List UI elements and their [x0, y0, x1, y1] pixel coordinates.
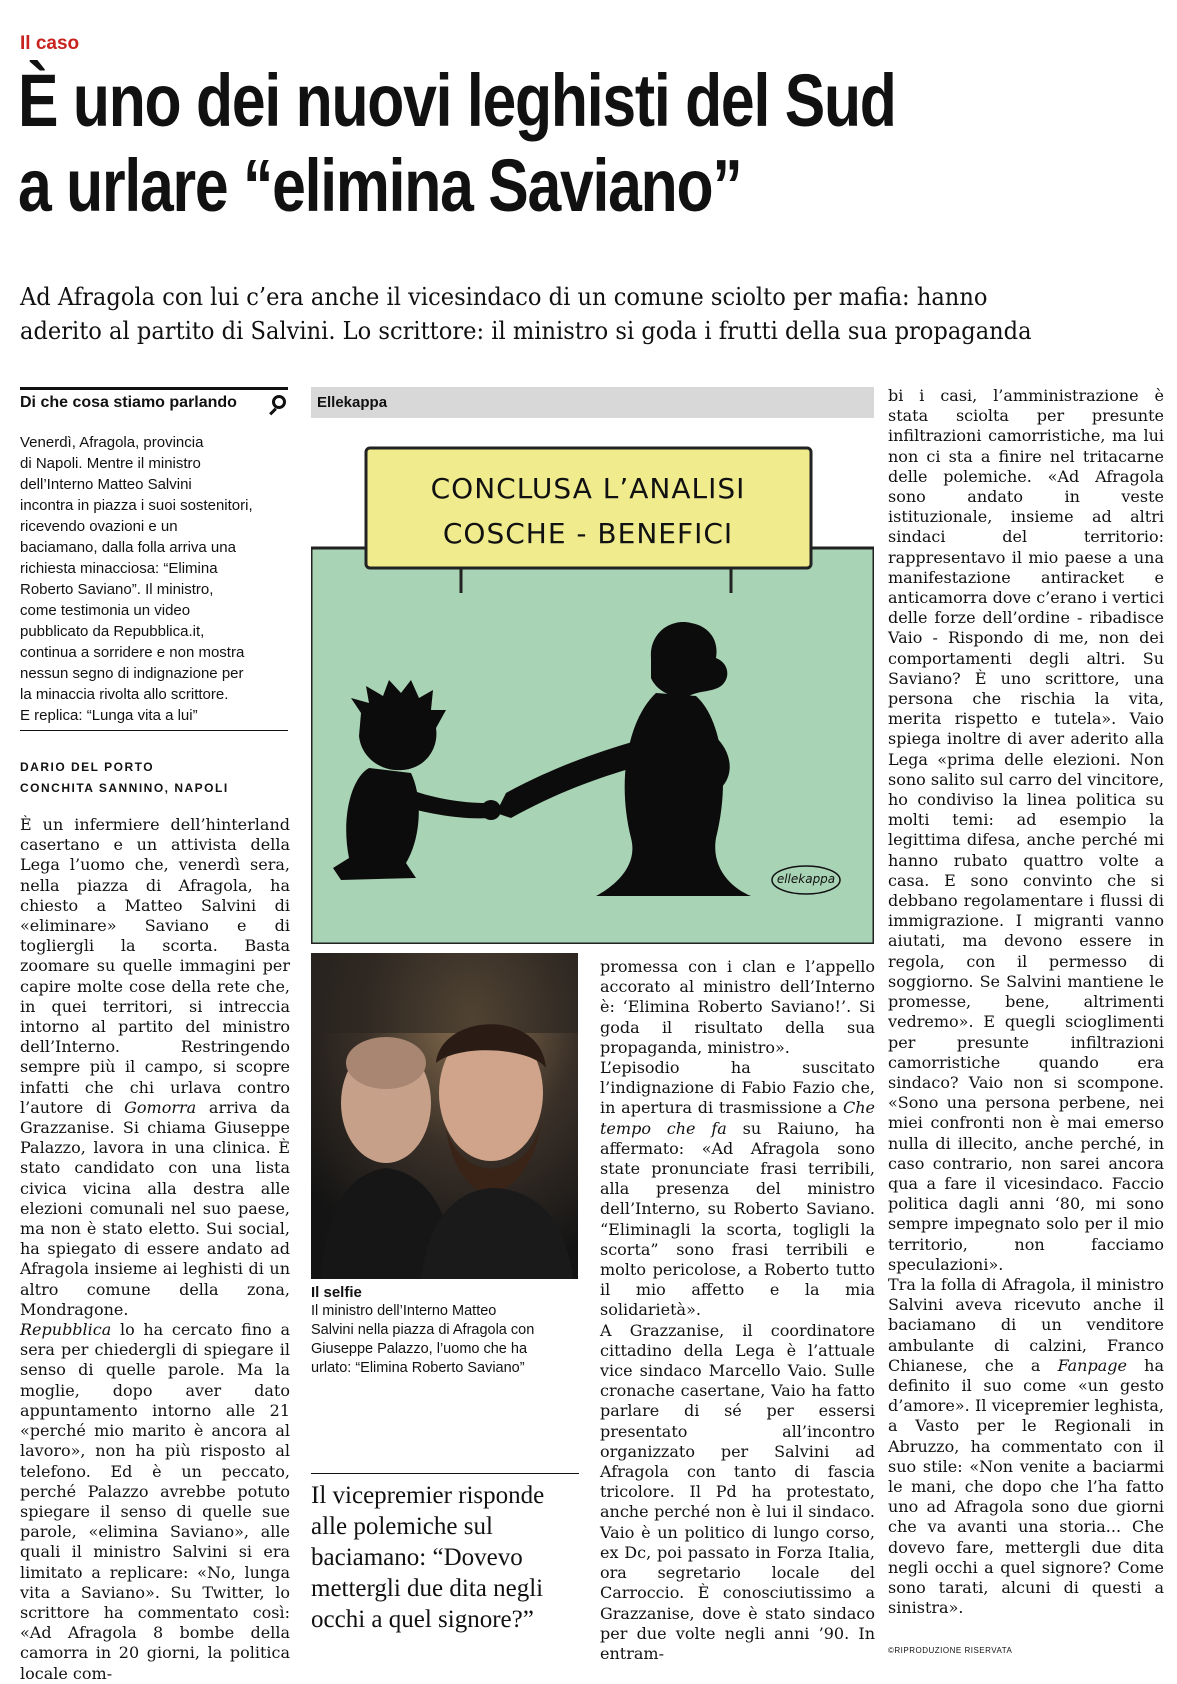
sidebar-line: la minaccia rivolta allo scrittore.: [20, 686, 229, 703]
deck: [20, 280, 1148, 348]
sidebar-title: [20, 387, 288, 412]
photo-caption-line: urlato: “Elimina Roberto Saviano”: [311, 1360, 525, 1376]
body-column-3: [600, 957, 875, 1664]
body-paragraph: Tra la folla di Afragola, il ministro Salvini aveva ricevuto anche il baciamano di un venditore ambulante di calzini, Franco Chianese, che a Fanpage ha definito il suo come «un gesto d’amore». Il vicepremier leghista, a Vasto per le Regionali in Abruzzo, ha commentato con il suo stile: «Non venite a baciarmi le mani, che dopo che l’ha fatto uno ad Afragola sono due giorni che va avanti una storia... Che dovevo fare, mettergli due dita negli occhi a quel signore? Come sono tarati, alcuni di questi a sinistra».: [888, 1274, 1164, 1618]
sidebar-title-text: Di che cosa stiamo parlando: [20, 394, 237, 411]
body-paragraph: promessa con i clan e l’appello accorato al ministro dell’Interno è: ‘Elimina Roberto Saviano!’. Si goda il risultato della sua propaganda, ministro».: [600, 957, 875, 1057]
kicker-label: Il caso: [20, 33, 80, 54]
body-paragraph: È un infermiere dell’hinterland casertano e un attivista della Lega l’uomo che, venerdì sera, nella piazza di Afragola, ha chiesto a Matteo Salvini di «eliminare» Saviano e di togliergli la scorta. Basta zoomare su quelle immagini per capire molte cose della rete che, in quei territori, si intreccia intorno al partito del ministro dell’Interno. Restringendo sempre più il campo, si scopre infatti che chi urlava contro l’autore di Gomorra arriva da Grazzanise. Si chiama Giuseppe Palazzo, lavora in una clinica. È stato candidato con una lista civica vicina alla destra alle elezioni comunali nel suo paese, ma non è stato eletto. Sui social, ha spiegato di essere andato ad Afragola insieme ai leghisti di un altro comune della zona, Mondragone.: [20, 815, 290, 1319]
body-column-4: [888, 386, 1164, 1618]
sidebar-line: E replica: “Lunga vita a lui”: [20, 707, 198, 724]
photo-caption-line: Il ministro dell’Interno Matteo: [311, 1303, 497, 1319]
selfie-photo: [311, 953, 578, 1279]
headline-line-1: È uno dei nuovi leghisti del Sud: [18, 59, 896, 142]
cartoon-caption-line-1: CONCLUSA L’ANALISI: [430, 472, 746, 505]
copyright-notice: ©RIPRODUZIONE RISERVATA: [888, 1646, 1013, 1655]
photo-caption-line: Giuseppe Palazzo, l’uomo che ha: [311, 1341, 528, 1357]
cartoon-signature: ellekappa: [776, 872, 836, 886]
photo-caption: [311, 1283, 581, 1378]
sidebar-line: Venerdì, Afragola, provincia: [20, 434, 204, 451]
sidebar-line: di Napoli. Mentre il ministro: [20, 455, 201, 472]
sidebar-line: richiesta minacciosa: “Elimina: [20, 560, 218, 577]
byline-author-1: DARIO DEL PORTO: [20, 760, 155, 774]
pullquote: Il vicepremier risponde alle polemiche sul baciamano: “Dovevo mettergli due dita negli occhi a quel signore?”: [311, 1482, 545, 1633]
headline-line-2: a urlare “elimina Saviano”: [18, 144, 742, 227]
sidebar-line: nessun segno di indignazione per: [20, 665, 244, 682]
sidebar-text: [20, 432, 290, 726]
photo-caption-line: Salvini nella piazza di Afragola con: [311, 1322, 535, 1338]
sidebar-line: baciamano, dalla folla arriva una: [20, 539, 236, 556]
magnifier-icon: [272, 395, 286, 409]
cartoon-caption-line-2: COSCHE - BENEFICI: [442, 517, 734, 550]
body-column-1: [20, 815, 290, 1684]
body-paragraph: A Grazzanise, il coordinatore cittadino della Lega è l’attuale vice sindaco Marcello Vaio. Sulle cronache casertane, Vaio ha fatto parlare di sé per essersi presentato all’incontro organizzato per Salvini ad Afragola con tanto di fascia tricolore. Il Pd ha protestato, anche perché non è lui il sindaco. Vaio è un politico di lungo corso, ex Dc, poi passato in Forza Italia, ora segretario locale del Carroccio. È conosciutissimo a Grazzanise, dove è stato sindaco per due volte negli anni ’90. In entram-: [600, 1320, 875, 1663]
deck-line-2: aderito al partito di Salvini. Lo scrittore: il ministro si goda i frutti della sua propaganda: [20, 317, 1032, 345]
deck-line-1: Ad Afragola con lui c’era anche il vicesindaco di un comune sciolto per mafia: hanno: [20, 283, 988, 311]
sidebar-line: come testimonia un video: [20, 602, 191, 619]
body-paragraph: Repubblica lo ha cercato fino a sera per chiedergli di spiegare il senso di quelle parole. Ma la moglie, dopo aver dato appuntamento intorno alle 21 «perché mio marito è ancora al lavoro», non ha più risposto al telefono. Ed è un peccato, perché Palazzo avrebbe potuto spiegare il senso di quelle sue parole, «elimina Saviano», alle quali il ministro Salvini si era limitato a replicare: «No, lunga vita a Saviano». Su Twitter, lo scrittore ha commentato così: «Ad Afragola 8 bombe della camorra in 20 giorni, la politica locale com-: [20, 1320, 290, 1683]
cartoon-illustration: [311, 418, 874, 944]
photo-caption-title: Il selfie: [311, 1284, 362, 1301]
body-paragraph: L’episodio ha suscitato l’indignazione di Fabio Fazio che, in apertura di trasmissione a Che tempo che fa su Raiuno, ha affermato: «Ad Afragola sono state pronunciate frasi terribili, alla presenza del ministro dell’Interno, su Roberto Saviano. “Eliminagli la scorta, togligli la scorta” sono frasi terribili e molto pericolose, a Roberto tutto il mio affetto e la mia solidarietà».: [600, 1058, 875, 1320]
sidebar-line: incontra in piazza i suoi sostenitori,: [20, 497, 253, 514]
pullquote-rule: [311, 1473, 579, 1474]
sidebar-divider: [20, 730, 288, 731]
body-paragraph: bi i casi, l’amministrazione è stata sciolta per presunte infiltrazioni camorristiche, ma lui non ci sta a finire nel tritacarne delle polemiche. «Ad Afragola sono andato in veste istituzionale, insieme ad altri sindaci del territorio: rappresentavo il mio paese a una manifestazione antiracket e anticamorra dove c’erano i vertici delle forze dell’ordine - ribadisce Vaio - Rispondo di me, non dei comportamenti degli altri. Su Saviano? È uno scrittore, una persona che rischia la vita, merita rispetto e tutela». Vaio spiega inoltre di aver aderito alla Lega «prima delle elezioni. Non sono salito sul carro del vincitore, ho condiviso la linea politica su molti temi: ad esempio la legittima difesa, anche perché mi hanno rubato quattro volte a casa. E sono convinto che si debbano regolamentare i flussi di immigrazione. I migranti vanno aiutati, ma devono essere in regola, con il permesso di soggiorno. Se Salvini mantiene le promesse, bene, altrimenti vedremo». E quegli scioglimenti per presunte infiltrazioni camorristiche quando era sindaco? Vaio non si scompone. «Sono una persona perbene, nei miei confronti non è mai emerso nulla di illecito, anche perché, in caso contrario, non sarei ancora qua a fare il vicesindaco. Faccio politica dagli anni ‘80, mi sono sempre impegnato solo per il mio territorio, non facciamo speculazioni».: [888, 386, 1164, 1274]
sidebar-line: continua a sorridere e non mostra: [20, 644, 245, 661]
sidebar-line: pubblicato da Repubblica.it,: [20, 623, 205, 640]
sidebar-line: Roberto Saviano”. Il ministro,: [20, 581, 214, 598]
sidebar-line: dell’Interno Matteo Salvini: [20, 476, 192, 493]
cartoon-section-label: Ellekappa: [311, 387, 874, 418]
byline-author-2: CONCHITA SANNINO, NAPOLI: [20, 781, 229, 795]
headline: [18, 58, 1150, 228]
byline: [20, 757, 290, 799]
sidebar-line: ricevendo ovazioni e un: [20, 518, 178, 535]
